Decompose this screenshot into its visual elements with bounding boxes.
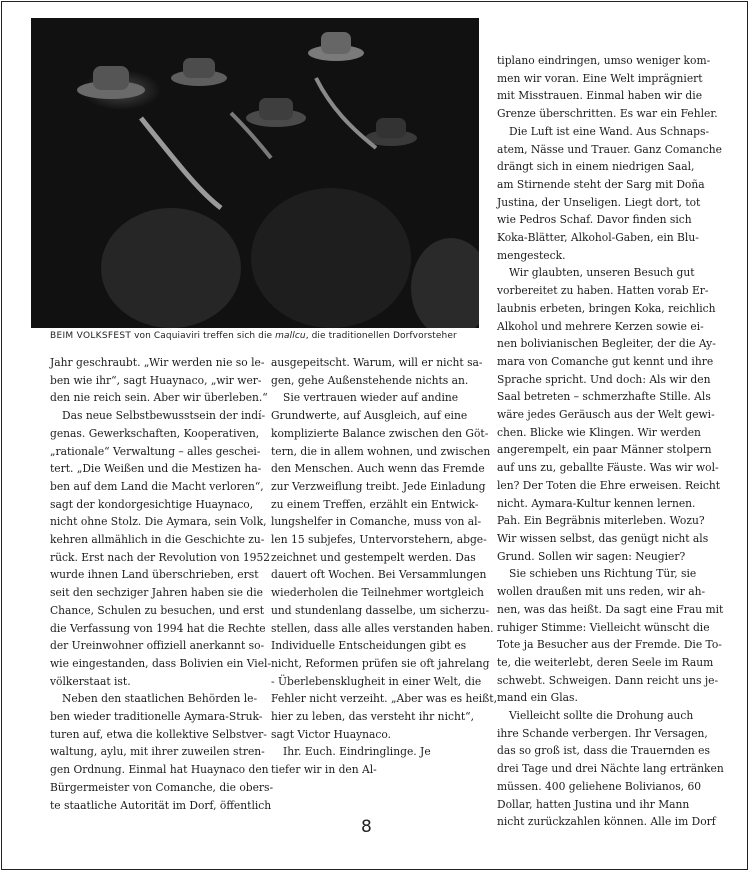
text-line: Koka-Blätter, Alkohol-Gaben, ein Blu- bbox=[497, 231, 699, 245]
text-line: und stundenlang dasselbe, um sicherzu- bbox=[271, 603, 490, 617]
text-line: tert. „Die Weißen und die Mestizen ha- bbox=[50, 462, 262, 476]
text-line: Chance, Schulen zu besuchen, und erst bbox=[50, 603, 265, 617]
text-line: Wir wissen selbst, das genügt nicht als bbox=[497, 531, 709, 545]
text-line: komplizierte Balance zwischen den Göt- bbox=[271, 426, 489, 440]
text-line: der Ureinwohner offiziell anerkannt so- bbox=[50, 639, 265, 653]
text-line: sagt der kondorgesichtige Huaynaco, bbox=[50, 497, 254, 511]
text-line: schwebt. Schweigen. Dann reicht uns je- bbox=[497, 673, 719, 687]
text-line: wie eingestanden, dass Bolivien ein Viel- bbox=[50, 656, 272, 670]
text-line: nicht. Aymara-Kultur kennen lernen. bbox=[497, 496, 696, 510]
text-line: seit den sechziger Jahren haben sie die bbox=[50, 586, 263, 600]
text-line: Individuelle Entscheidungen gibt es bbox=[271, 639, 467, 653]
text-line: hier zu leben, das versteht ihr nicht“, bbox=[271, 710, 475, 724]
text-line: den Menschen. Auch wenn das Fremde bbox=[271, 462, 485, 476]
text-line: gen, gehe Außenstehende nichts an. bbox=[271, 373, 469, 387]
text-line: zeichnet und gestempelt werden. Das bbox=[271, 550, 476, 564]
text-line: nen, was das heißt. Da sagt eine Frau mit bbox=[497, 602, 724, 616]
caption-lead: BEIM VOLKSFEST bbox=[50, 331, 132, 341]
caption-text-b: , die traditionellen Dorfvorsteher bbox=[305, 331, 457, 341]
text-line: stellen, dass alle alles verstanden haben. bbox=[271, 621, 494, 635]
photo-illustration bbox=[31, 18, 479, 328]
text-line: wollen draußen mit uns reden, wir ah- bbox=[497, 585, 706, 599]
text-line: Fehler nicht verzeiht. „Aber was es heißt, bbox=[271, 692, 497, 706]
text-line: Neben den staatlichen Behörden le- bbox=[62, 692, 258, 706]
text-line: ben wieder traditionelle Aymara-Struk- bbox=[50, 710, 263, 724]
text-line: Saal betreten – schmerzhafte Stille. Als bbox=[497, 390, 711, 404]
text-line: tern, die in allem wohnen, und zwischen bbox=[271, 444, 491, 458]
text-line: völkerstaat ist. bbox=[50, 674, 131, 688]
text-line: angerempelt, ein paar Männer stolpern bbox=[497, 443, 712, 457]
text-line: men wir voran. Eine Welt imprägniert bbox=[497, 71, 703, 85]
text-line: sagt Victor Huaynaco. bbox=[271, 727, 392, 741]
text-line: Grund. Sollen wir sagen: Neugier? bbox=[497, 549, 686, 563]
text-line: len 15 subjefes, Untervorstehern, abge- bbox=[271, 533, 487, 547]
text-line: nicht, Reformen prüfen sie oft jahrelang bbox=[271, 656, 490, 670]
text-line: te, die weiterlebt, deren Seele im Raum bbox=[497, 655, 714, 669]
text-line: Wir glaubten, unseren Besuch gut bbox=[509, 266, 695, 280]
text-line: drängt sich in einem niedrigen Saal, bbox=[497, 160, 695, 174]
caption-text-a: von Caquiaviri treffen sich die bbox=[131, 331, 276, 341]
text-column-3 bbox=[497, 52, 724, 831]
text-line: auf uns zu, geballte Fäuste. Was wir wol- bbox=[497, 461, 719, 475]
text-line: Grundwerte, auf Ausgleich, auf eine bbox=[271, 409, 468, 423]
text-line: Grenze überschritten. Es war ein Fehler. bbox=[497, 107, 718, 121]
text-line: mit Misstrauen. Einmal haben wir die bbox=[497, 89, 703, 103]
text-line: waltung, aylu, mit ihrer zuweilen stren- bbox=[50, 745, 265, 759]
text-line: mengesteck. bbox=[497, 248, 566, 262]
text-line: mara von Comanche gut kennt und ihre bbox=[497, 354, 714, 368]
text-line: mand ein Glas. bbox=[497, 691, 578, 705]
text-line: gen Ordnung. Einmal hat Huaynaco den bbox=[50, 763, 269, 777]
text-line: turen auf, etwa die kollektive Selbstver- bbox=[50, 727, 267, 741]
text-line: Bürgermeister von Comanche, die obers- bbox=[50, 780, 274, 794]
text-line: Vielleicht sollte die Drohung auch bbox=[509, 709, 694, 723]
text-line: vorbereitet zu haben. Hatten vorab Er- bbox=[497, 284, 709, 298]
text-line: Das neue Selbstbewusstsein der indí- bbox=[62, 409, 266, 423]
text-line: „rationale“ Verwaltung – alles geschei- bbox=[50, 444, 261, 458]
text-line: wiederholen die Teilnehmer wortgleich bbox=[271, 586, 484, 600]
text-line: ben wie ihr“, sagt Huaynaco, „wir wer- bbox=[50, 373, 262, 387]
text-line: am Stirnende steht der Sarg mit Doña bbox=[497, 177, 705, 191]
photo-caption bbox=[50, 331, 480, 341]
text-line: Jahr geschraubt. „Wir werden nie so le- bbox=[50, 356, 265, 369]
caption-italic: mallcu bbox=[275, 331, 306, 341]
text-line: dauert oft Wochen. Bei Versammlungen bbox=[271, 568, 487, 582]
text-line: te staatliche Autorität im Dorf, öffentlich bbox=[50, 798, 272, 812]
text-line: Die Luft ist eine Wand. Aus Schnaps- bbox=[509, 124, 710, 138]
text-line: rück. Erst nach der Revolution von 1952 bbox=[50, 550, 271, 564]
text-line: ausgepeitscht. Warum, will er nicht sa- bbox=[271, 356, 483, 369]
text-line: ben auf dem Land die Macht verloren“, bbox=[50, 479, 264, 493]
text-line: ruhiger Stimme: Vielleicht wünscht die bbox=[497, 620, 710, 634]
text-line: len? Der Toten die Ehre erweisen. Reicht bbox=[497, 478, 721, 492]
text-line: die Verfassung von 1994 hat die Rechte bbox=[50, 621, 266, 635]
text-line: Tote ja Besucher aus der Fremde. Die To- bbox=[497, 638, 722, 652]
text-line: zur Verzweiflung treibt. Jede Einladung bbox=[271, 479, 486, 493]
text-line: genas. Gewerkschaften, Kooperativen, bbox=[50, 426, 260, 440]
text-line: müssen. 400 geliehene Bolivianos, 60 bbox=[497, 779, 702, 793]
text-line: ihre Schande verbergen. Ihr Versagen, bbox=[497, 726, 708, 740]
text-line: den nie reich sein. Aber wir überleben.“ bbox=[50, 391, 268, 405]
text-line: laubnis erbeten, bringen Koka, reichlich bbox=[497, 301, 716, 315]
text-line: nen bolivianischen Begleiter, der die Ay- bbox=[497, 337, 716, 351]
text-line: wie Pedros Schaf. Davor finden sich bbox=[497, 213, 692, 227]
text-line: tiplano eindringen, umso weniger kom- bbox=[497, 54, 711, 67]
text-line: das so groß ist, dass die Trauernden es bbox=[497, 744, 710, 758]
text-line: nicht ohne Stolz. Die Aymara, sein Volk, bbox=[50, 515, 267, 529]
text-line: tiefer wir in den Al- bbox=[271, 763, 377, 777]
text-line: Ihr. Euch. Eindringlinge. Je bbox=[283, 745, 431, 759]
text-line: nicht zurückzahlen können. Alle im Dorf bbox=[497, 815, 716, 829]
text-line: Sie vertrauen wieder auf andine bbox=[283, 391, 459, 405]
text-line: zu einem Treffen, erzählt ein Entwick- bbox=[271, 497, 479, 511]
text-line: drei Tage und drei Nächte lang ertränken bbox=[497, 762, 724, 776]
text-line: wäre jedes Geräusch aus der Welt gewi- bbox=[497, 408, 715, 422]
text-column-2 bbox=[271, 354, 497, 779]
text-line: chen. Blicke wie Klingen. Wir werden bbox=[497, 425, 701, 439]
text-line: Sie schieben uns Richtung Tür, sie bbox=[509, 567, 697, 581]
text-line: Sprache spricht. Und doch: Als wir den bbox=[497, 372, 711, 386]
page-number: 8 bbox=[361, 817, 372, 837]
text-line: atem, Nässe und Trauer. Ganz Comanche bbox=[497, 142, 722, 156]
text-line: Pah. Ein Begräbnis miterleben. Wozu? bbox=[497, 514, 705, 528]
text-line: lungshelfer in Comanche, muss von al- bbox=[271, 515, 482, 529]
text-line: Dollar, hatten Justina und ihr Mann bbox=[497, 797, 690, 811]
text-column-1 bbox=[50, 354, 274, 814]
text-line: - Überlebensklugheit in einer Welt, die bbox=[271, 674, 482, 688]
text-line: Justina, der Unseligen. Liegt dort, tot bbox=[497, 195, 701, 209]
text-line: Alkohol und mehrere Kerzen sowie ei- bbox=[497, 319, 704, 333]
text-line: kehren allmählich in die Geschichte zu- bbox=[50, 533, 265, 547]
festival-photo bbox=[31, 18, 479, 328]
text-line: wurde ihnen Land überschrieben, erst bbox=[50, 568, 259, 582]
